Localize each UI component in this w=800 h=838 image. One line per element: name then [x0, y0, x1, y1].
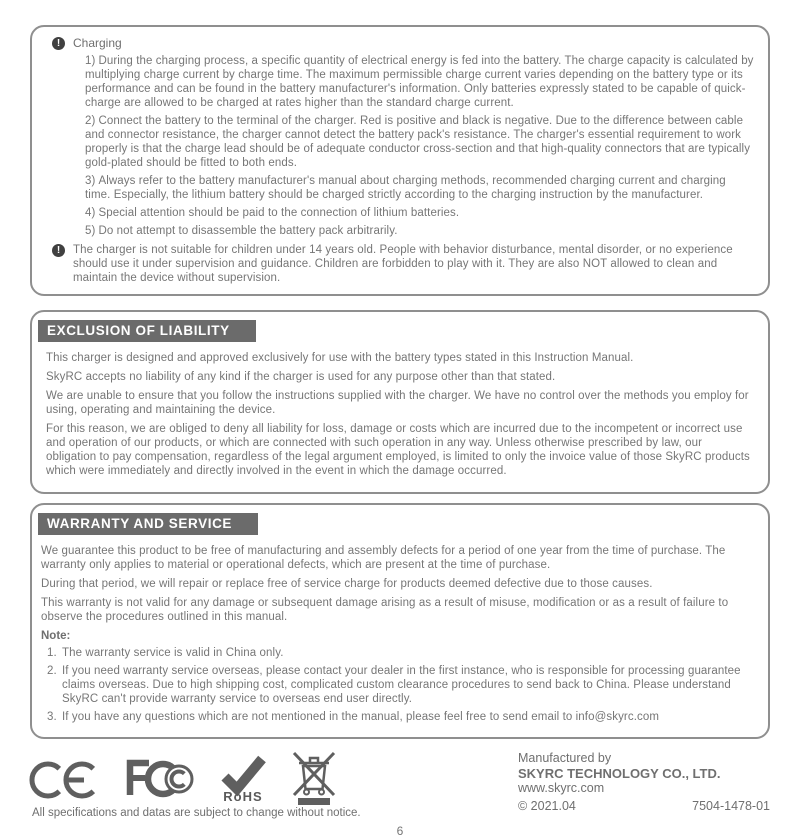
charging-item [85, 54, 754, 110]
item-marker: 2) [85, 115, 96, 127]
item-text: Connect the battery to the terminal of the charger. Red is positive and black is negative. Due to the difference between cable and connector resistance, the charger cannot detect the battery pack's resistance. The charger's essential requirement to work properly is that the charge lead should be of adequate conductor cross-section and that high-quality connectors that are typically gold-plated should be fitted to both ends. [85, 115, 751, 169]
item-text: Special attention should be paid to the connection of lithium batteries. [98, 207, 460, 219]
copyright-row [518, 799, 770, 814]
part-number: 7504-1478-01 [692, 799, 770, 813]
warranty-note [47, 646, 754, 660]
charging-section [30, 25, 770, 296]
fcc-mark-icon [122, 758, 196, 800]
charging-item [85, 174, 754, 202]
footer-certifications [32, 750, 361, 819]
note-text: The warranty service is valid in China only. [62, 647, 284, 659]
manufactured-by-label: Manufactured by [518, 751, 612, 765]
copyright: © 2021.04 [518, 799, 576, 813]
charging-item [85, 206, 754, 220]
ce-mark-icon [32, 760, 98, 800]
exclusion-of-liability-section [30, 310, 770, 494]
specifications-notice: All specifications and datas are subject to change without notice. [32, 807, 361, 819]
exclusion-paragraph: We are unable to ensure that you follow the instructions supplied with the charger. We have no control over the methods you employ for using, operating and maintaining the device. [46, 390, 749, 416]
item-text: During the charging process, a specific quantity of electrical energy is fed into the battery. The charge capacity is calculated by multiplying charge current by charge time. The maximum permissible charge current varies depending on the battery type or its performance and can be found in the battery manufacturer's information. Only batteries expressly stated to be capable of quick-charge are allowed to be charged at rates higher than the standard charge current. [85, 55, 754, 109]
warranty-paragraph: We guarantee this product to be free of manufacturing and assembly defects for a period of one year from the time of purchase. The warranty only applies to material or operational defects, which are present at the time of purchase. [41, 545, 726, 571]
note-label: Note: [41, 630, 71, 642]
item-marker: 4) [85, 207, 96, 219]
note-marker: 2. [47, 665, 57, 677]
warning-icon [52, 244, 65, 257]
charging-items [85, 54, 754, 238]
website: www.skyrc.com [518, 781, 605, 795]
rohs-mark [220, 755, 266, 804]
exclusion-paragraph: SkyRC accepts no liability of any kind if the charger is used for any purpose other than that stated. [46, 371, 556, 383]
weee-bin-icon [290, 750, 338, 806]
warranty-note [47, 664, 754, 706]
company-name: SKYRC TECHNOLOGY CO., LTD. [518, 766, 721, 781]
item-marker: 5) [85, 225, 96, 237]
children-warning-row [52, 243, 754, 285]
item-text: Always refer to the battery manufacturer's manual about charging methods, recommended charging current and charging time. Especially, the lithium battery should be charged strictly according to the charging instruction by the manufacturer. [85, 175, 726, 201]
note-text: If you have any questions which are not mentioned in the manual, please feel free to send email to info@skyrc.com [62, 711, 660, 723]
charging-title: Charging [73, 36, 122, 50]
charging-item [85, 224, 754, 238]
warranty-and-service-heading: WARRANTY AND SERVICE [38, 513, 258, 535]
certification-icons-row [32, 750, 361, 802]
footer [30, 750, 770, 819]
exclusion-of-liability-heading: EXCLUSION OF LIABILITY [38, 320, 256, 342]
item-marker: 1) [85, 55, 96, 67]
note-text: If you need warranty service overseas, please contact your dealer in the first instance, who is responsible for processing guarantee claims overseas. Due to high shipping cost, complicated custom clearance procedures to send back to China. Please understand SkyRC can't provide warranty service to overseas end user directly. [62, 665, 741, 705]
item-text: Do not attempt to disassemble the battery pack arbitrarily. [98, 225, 398, 237]
warranty-paragraph: This warranty is not valid for any damage or subsequent damage arising as a result of misuse, modification or as a result of failure to observe the procedures outlined in this manual. [41, 597, 729, 623]
charging-item [85, 114, 754, 170]
manufacturer-block [518, 751, 770, 814]
warning-icon [52, 37, 65, 50]
page-number: 6 [396, 824, 404, 838]
children-warning-text: The charger is not suitable for children under 14 years old. People with behavior disturbance, mental disorder, or no experience should use it under supervision and guidance. Children are forbidden to play with it. They are also NOT allowed to clean and maintain the device without supervision. [73, 244, 733, 284]
charging-title-row [52, 36, 754, 50]
rohs-check-icon [220, 755, 266, 792]
warranty-and-service-section [30, 503, 770, 739]
warranty-paragraph: During that period, we will repair or replace free of service charge for products deemed defective due to those causes. [41, 578, 653, 590]
note-marker: 3. [47, 711, 57, 723]
exclusion-paragraph: For this reason, we are obliged to deny all liability for loss, damage or costs which are incurred due to the incompetent or incorrect use and operation of our products, or which are connected with such operation in any way. Unless otherwise prescribed by law, our obligation to pay compensation, regardless of the legal argument employed, is limited to only the invoice value of those SkyRC products which were immediately and directly involved in the event in which the damage occurred. [46, 423, 750, 477]
warranty-note [47, 710, 754, 724]
rohs-label: RoHS [223, 789, 263, 804]
item-marker: 3) [85, 175, 96, 187]
exclusion-paragraph: This charger is designed and approved exclusively for use with the battery types stated in this Instruction Manual. [46, 352, 634, 364]
note-marker: 1. [47, 647, 57, 659]
